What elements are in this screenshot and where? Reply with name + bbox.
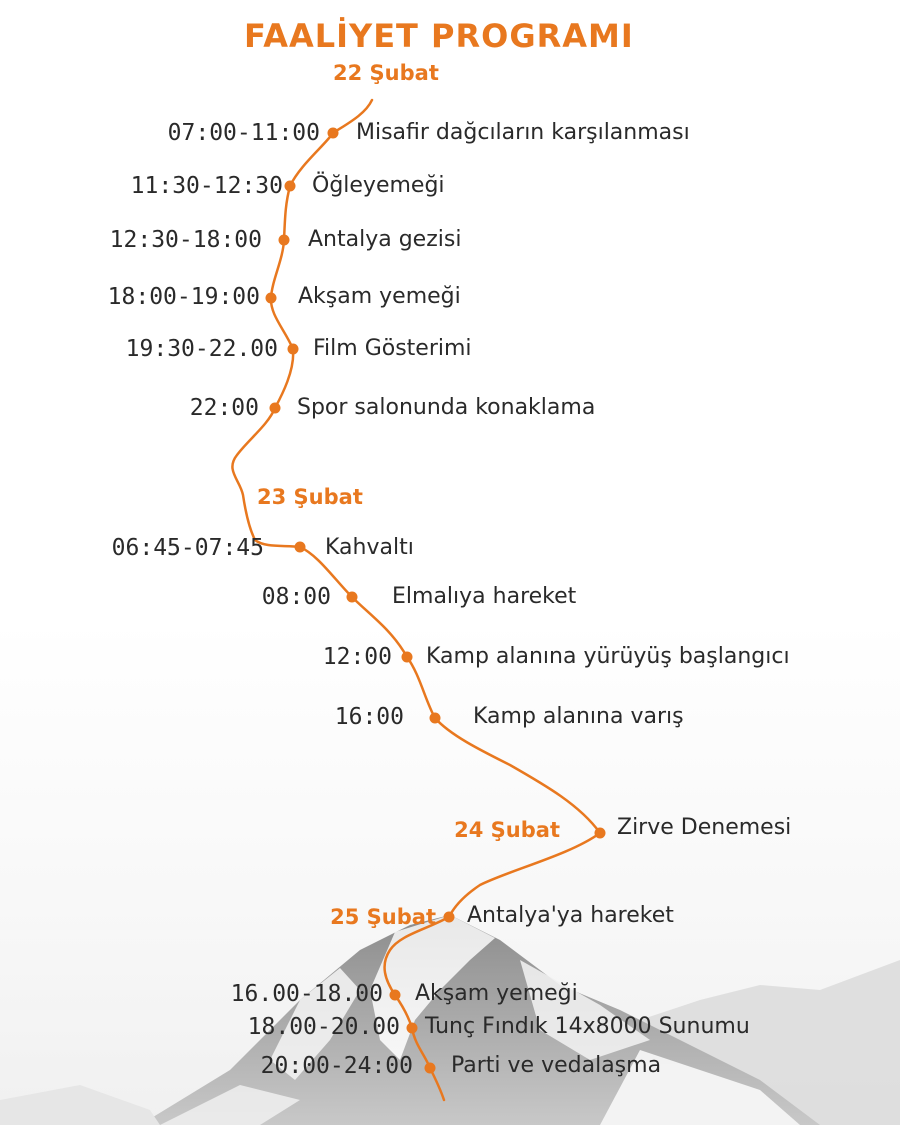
date-label: 23 Şubat [257, 485, 363, 509]
activity-label: Parti ve vedalaşma [451, 1053, 662, 1078]
timeline-dot [279, 235, 290, 246]
time-label: 16.00-18.00 [230, 981, 383, 1007]
activity-label: Misafir dağcıların karşılanması [356, 120, 690, 145]
activity-label: Akşam yemeği [298, 284, 461, 309]
time-label: 11:30-12:30 [130, 173, 283, 199]
timeline-dot [295, 542, 306, 553]
timeline-dot [270, 403, 281, 414]
timeline-dot [266, 293, 277, 304]
activity-label: Antalya gezisi [308, 227, 462, 252]
timeline-dot [595, 828, 606, 839]
timeline-dot [328, 128, 339, 139]
activity-label: Kahvaltı [325, 535, 414, 560]
time-label: 12:30-18:00 [109, 227, 262, 253]
timeline-dot [444, 912, 455, 923]
timeline-dot [390, 990, 401, 1001]
time-label: 19:30-22.00 [125, 336, 278, 362]
activity-label: Film Gösterimi [313, 336, 472, 361]
activity-label: Antalya'ya hareket [467, 903, 674, 928]
time-label: 18:00-19:00 [107, 284, 260, 310]
timeline-dot [407, 1023, 418, 1034]
activity-label: Öğleyemeği [312, 173, 445, 198]
date-label: 25 Şubat [330, 905, 436, 929]
time-label: 20:00-24:00 [260, 1053, 413, 1079]
timeline-dot [285, 181, 296, 192]
time-label: 07:00-11:00 [167, 120, 320, 146]
timeline-dot [425, 1063, 436, 1074]
date-label: 22 Şubat [333, 61, 439, 85]
activity-label: Elmalıya hareket [392, 584, 577, 609]
time-label: 22:00 [189, 395, 259, 421]
activity-label: Zirve Denemesi [617, 815, 792, 840]
time-label: 18.00-20.00 [247, 1014, 400, 1040]
timeline-dot [347, 592, 358, 603]
date-label: 24 Şubat [454, 818, 560, 842]
time-label: 06:45-07:45 [111, 535, 264, 561]
time-label: 16:00 [334, 704, 404, 730]
page-title: FAALİYET PROGRAMI [244, 17, 634, 55]
activity-label: Tunç Fındık 14x8000 Sunumu [425, 1014, 750, 1039]
time-label: 08:00 [261, 584, 331, 610]
activity-label: Spor salonunda konaklama [297, 395, 596, 420]
timeline-dot [402, 652, 413, 663]
timeline-dot [430, 713, 441, 724]
activity-label: Kamp alanına varış [473, 704, 684, 729]
activity-label: Akşam yemeği [415, 981, 578, 1006]
activity-label: Kamp alanına yürüyüş başlangıcı [426, 644, 790, 669]
time-label: 12:00 [322, 644, 392, 670]
timeline-dot [288, 344, 299, 355]
